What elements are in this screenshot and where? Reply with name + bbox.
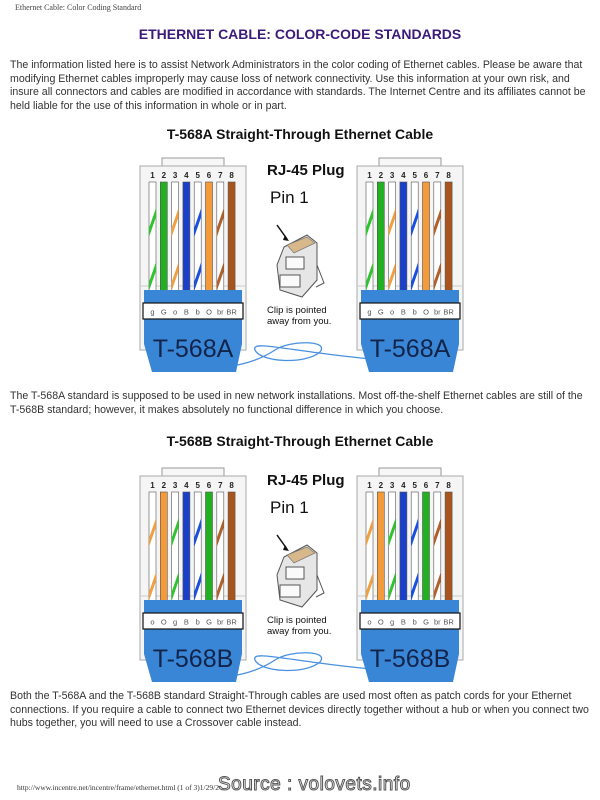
standard-label: T-568B: [369, 645, 451, 673]
standard-label: T-568B: [152, 645, 234, 673]
pin-number: 1: [367, 481, 372, 490]
wire-code-label: B: [400, 617, 406, 627]
rj45-plug-icon: [277, 225, 324, 297]
rj45-plug-icon: [277, 535, 324, 607]
diagram-568a: [0, 150, 600, 380]
pin-number: 2: [378, 481, 384, 490]
wire-code-label: BR: [443, 617, 454, 627]
wire-O: [377, 492, 384, 610]
pin-number: 4: [184, 481, 189, 490]
plug-window: [286, 257, 304, 269]
wire-code-label: o: [367, 617, 372, 627]
pin-number: 8: [446, 481, 451, 490]
pin-number: 6: [423, 481, 429, 490]
rj45-plug-label: RJ-45 Plug: [267, 162, 345, 179]
wire-code-label: B: [400, 307, 406, 317]
pin-number: 5: [412, 481, 417, 490]
pin-number: 3: [389, 171, 395, 180]
wire-G: [160, 182, 167, 300]
wire-BR: [228, 492, 235, 610]
wire-code-label: g: [390, 617, 395, 627]
wire-code-label: b: [412, 617, 417, 627]
wire-code-label: O: [160, 617, 167, 627]
pin-number: 3: [172, 481, 178, 490]
wire-code-label: br: [216, 307, 224, 317]
wire-code-label: b: [195, 307, 200, 317]
wire-code-label: BR: [443, 307, 454, 317]
clip-note-line1: Clip is pointed: [267, 615, 327, 626]
pin-number: 1: [367, 171, 372, 180]
pin-number: 7: [435, 171, 440, 180]
wire-code-label: G: [160, 307, 167, 317]
pin-number: 8: [229, 171, 234, 180]
diagram-568b: [0, 460, 600, 690]
section-heading-568a: T-568A Straight-Through Ethernet Cable: [166, 126, 434, 142]
wire-code-label: br: [433, 617, 441, 627]
wire-G: [423, 492, 430, 610]
section-heading-568b: T-568B Straight-Through Ethernet Cable: [166, 433, 434, 449]
pin-number: 5: [412, 171, 417, 180]
pin-number: 4: [184, 171, 189, 180]
pin-number: 2: [161, 171, 167, 180]
pin-number: 4: [401, 171, 406, 180]
clip-note-line1: Clip is pointed: [267, 305, 327, 316]
wire-code-label: g: [173, 617, 178, 627]
clip-note-line2: away from you.: [267, 316, 332, 327]
wire-code-label: O: [423, 307, 429, 317]
pin-number: 3: [389, 481, 395, 490]
wire-code-label: o: [390, 307, 395, 317]
wire-O: [206, 182, 213, 300]
wire-B: [183, 182, 190, 300]
pin-number: 7: [435, 481, 440, 490]
plug-opening: [280, 585, 300, 597]
wire-code-label: b: [412, 307, 417, 317]
clip-note-line2: away from you.: [267, 626, 332, 637]
wire-code-label: G: [377, 307, 384, 317]
pin1-label: Pin 1: [270, 188, 309, 207]
wire-B: [400, 182, 407, 300]
rj45-plug-label: RJ-45 Plug: [267, 472, 345, 489]
pin-number: 5: [195, 481, 200, 490]
connector-left: [140, 158, 246, 372]
connector-tab: [162, 158, 224, 166]
plug-opening: [280, 275, 300, 287]
wire-code-label: o: [173, 307, 178, 317]
pin-number: 2: [378, 171, 384, 180]
pin-number: 8: [229, 481, 234, 490]
bottom-paragraph: Both the T-568A and the T-568B standard Straight-Through cables are used most often as patch cords for your Ethernet connections. If you require a cable to connect two Ethernet devices directly together without a hub or when you connect two hubs together, you will need to use a Crossover cable instead.: [10, 690, 589, 729]
connector-right: [357, 158, 463, 372]
wire-G: [206, 492, 213, 610]
wire-code-label: O: [377, 617, 384, 627]
page-title: ETHERNET CABLE: COLOR-CODE STANDARDS: [138, 26, 462, 42]
wire-G: [377, 182, 384, 300]
wire-B: [183, 492, 190, 610]
plug-window: [286, 567, 304, 579]
wire-code-label: br: [216, 617, 224, 627]
document-header: Ethernet Cable: Color Coding Standard: [15, 3, 142, 12]
pin-number: 4: [401, 481, 406, 490]
wire-code-label: BR: [226, 307, 237, 317]
intro-paragraph: The information listed here is to assist Network Administrators in the color coding of Ethernet cables. Please be aware that modifying Ethernet cables improperly may cause loss of network connectivity. Use this information at your own risk, and insure all connectors and cables are modified in accordance with standards. The Internet Centre and its affiliates cannot be held liable for the use of this information in whole or in part.: [10, 59, 586, 112]
wire-B: [400, 492, 407, 610]
pin-number: 1: [150, 171, 155, 180]
wire-code-label: br: [433, 307, 441, 317]
wire-code-label: g: [150, 307, 155, 317]
wire-code-label: B: [183, 307, 189, 317]
wire-BR: [445, 182, 452, 300]
pin-number: 1: [150, 481, 155, 490]
pin-number: 6: [206, 171, 212, 180]
wire-code-label: O: [206, 307, 212, 317]
source-watermark: Source : volovets.info: [218, 774, 411, 795]
connector-tab: [162, 468, 224, 476]
wire-code-label: BR: [226, 617, 237, 627]
pin-number: 6: [206, 481, 212, 490]
pin-number: 2: [161, 481, 167, 490]
wire-code-label: B: [183, 617, 189, 627]
wire-code-label: G: [423, 617, 429, 627]
standard-label: T-568A: [152, 335, 234, 363]
pin-number: 3: [172, 171, 178, 180]
wire-O: [160, 492, 167, 610]
wire-BR: [228, 182, 235, 300]
footer-url: http://www.incentre.net/incentre/frame/ethernet.html (1 of 3)1/29/2: [17, 783, 219, 792]
connector-left: [140, 468, 246, 682]
pin-number: 7: [218, 481, 223, 490]
wire-BR: [445, 492, 452, 610]
pin-number: 6: [423, 171, 429, 180]
connector-tab: [379, 158, 441, 166]
clip-note: [267, 305, 347, 327]
diagram-svg: [0, 460, 600, 690]
diagram-svg: [0, 150, 600, 380]
clip-note: [267, 615, 347, 637]
standard-label: T-568A: [369, 335, 451, 363]
connector-right: [357, 468, 463, 682]
wire-code-label: g: [367, 307, 372, 317]
pin1-label: Pin 1: [270, 498, 309, 517]
connector-tab: [379, 468, 441, 476]
middle-paragraph: The T-568A standard is supposed to be used in new network installations. Most off-the-shelf Ethernet cables are still of the T-568B standard; however, it makes absolutely no functional difference in which you choose.: [10, 390, 583, 416]
pin-number: 8: [446, 171, 451, 180]
wire-O: [423, 182, 430, 300]
pin-number: 5: [195, 171, 200, 180]
pin-number: 7: [218, 171, 223, 180]
wire-code-label: G: [206, 617, 212, 627]
wire-code-label: o: [150, 617, 155, 627]
wire-code-label: b: [195, 617, 200, 627]
